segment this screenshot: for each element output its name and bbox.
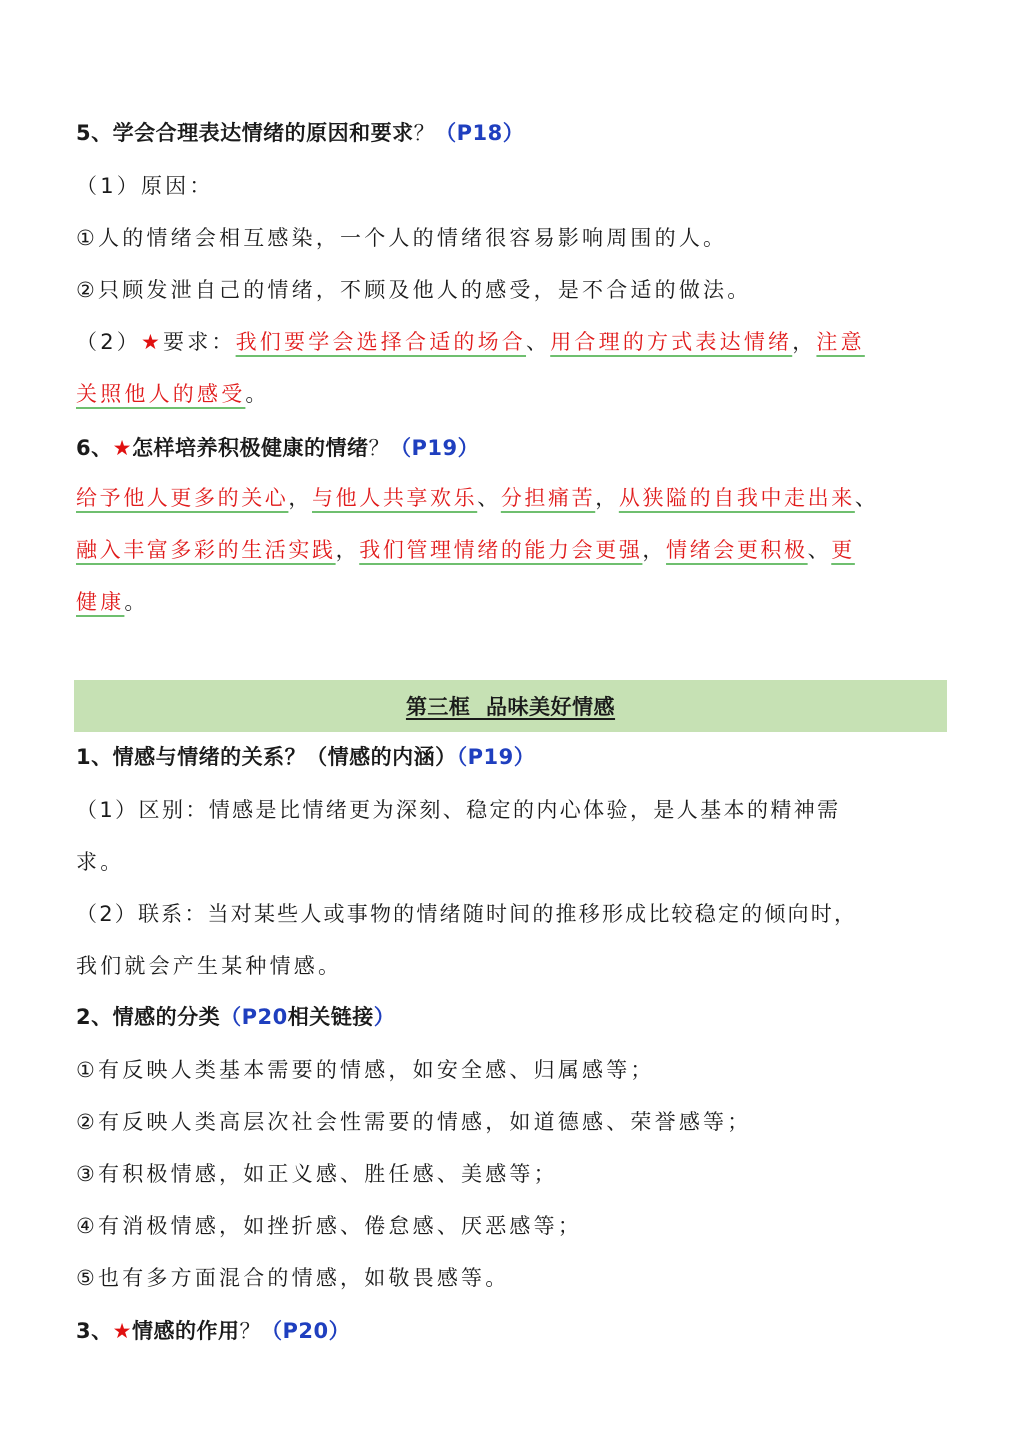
s2-page-ref-b: 相关链接 <box>287 1005 374 1029</box>
q6-answer-7: 情绪会更积极 <box>666 538 808 562</box>
q5-qmark: ？ <box>413 121 436 145</box>
s3-title: 情感的作用 <box>131 1319 240 1343</box>
q5-requirement-line-1 <box>76 327 949 357</box>
s2-item-5: ⑤也有多方面混合的情感，如敬畏感等。 <box>76 1266 510 1290</box>
q5-page-ref: （P18） <box>435 121 525 145</box>
q6-answer-1: 给予他人更多的关心 <box>76 486 289 510</box>
q5-heading <box>76 118 949 148</box>
s2-item-4: ④有消极情感，如挫折感、倦怠感、厌恶感等； <box>76 1214 583 1238</box>
q6-heading <box>76 433 949 463</box>
q6-sep-7: 、 <box>807 538 832 562</box>
q6-answer-6: 我们管理情绪的能力会更强 <box>359 538 643 562</box>
q5-req-answer-3b: 关照他人的感受 <box>76 382 246 406</box>
q5-reason-1: ①人的情绪会相互感染，一个人的情绪很容易影响周围的人。 <box>76 226 728 250</box>
q6-answer-line-3 <box>76 587 949 617</box>
q6-answer-3: 分担痛苦 <box>500 486 596 510</box>
q6-answer-8b: 健康 <box>76 590 125 614</box>
q5-req-answer-2: 用合理的方式表达情绪 <box>550 330 793 354</box>
q6-sep-6: ， <box>642 538 667 562</box>
s2-title: 2、情感的分类 <box>76 1005 221 1029</box>
q5-end: 。 <box>245 382 270 406</box>
section-title: 第三框 品味美好情感 <box>405 695 616 719</box>
s2-item-3: ③有积极情感，如正义感、胜任感、美感等； <box>76 1162 558 1186</box>
s2-heading <box>76 1002 949 1032</box>
s1-link-line-2: 我们就会产生某种情感。 <box>76 954 343 978</box>
q6-title: 怎样培养积极健康的情绪 <box>131 436 369 460</box>
q5-title: 5、学会合理表达情绪的原因和要求 <box>76 121 414 145</box>
star-icon: ★ <box>112 1319 132 1343</box>
q5-reason-label: （1）原因： <box>76 174 214 198</box>
q5-req-answer-3a: 注意 <box>816 330 865 354</box>
q6-answer-line-1 <box>76 483 949 513</box>
q6-sep-5: ， <box>335 538 360 562</box>
q5-req-answer-1: 我们要学会选择合适的场合 <box>235 330 527 354</box>
q5-req-label-num: （2） <box>76 330 141 354</box>
s1-difference-line-1: （1）区别：情感是比情绪更为深刻、稳定的内心体验，是人基本的精神需 <box>76 798 841 822</box>
s3-qmark: ？ <box>239 1319 261 1343</box>
q6-answer-5: 融入丰富多彩的生活实践 <box>76 538 336 562</box>
q6-qmark: ？ <box>368 436 390 460</box>
q6-answer-8a: 更 <box>831 538 855 562</box>
s1-title: 1、情感与情绪的关系？（情感的内涵） <box>76 745 457 769</box>
q6-sep-1: ， <box>288 486 313 510</box>
s2-item-2: ②有反映人类高层次社会性需要的情感，如道德感、荣誉感等； <box>76 1110 752 1134</box>
q6-sep-3: ， <box>595 486 619 510</box>
q6-sep-2: 、 <box>477 486 501 510</box>
section-banner <box>74 680 947 732</box>
q6-answer-4: 从狭隘的自我中走出来 <box>618 486 855 510</box>
star-icon: ★ <box>140 330 163 354</box>
q6-answer-2: 与他人共享欢乐 <box>312 486 478 510</box>
s2-page-ref-c: ） <box>373 1005 396 1029</box>
s3-page-ref: （P20） <box>260 1319 351 1343</box>
s2-page-ref-a: （P20 <box>220 1005 288 1029</box>
s1-page-ref: （P19） <box>456 745 536 769</box>
s3-heading <box>76 1316 949 1346</box>
s1-difference-line-2: 求。 <box>76 850 125 874</box>
s1-link-line-1: （2）联系：当对某些人或事物的情绪随时间的推移形成比较稳定的倾向时， <box>76 902 858 926</box>
q5-req-label: 要求： <box>163 330 236 354</box>
q5-reason-2: ②只顾发泄自己的情绪，不顾及他人的感受，是不合适的做法。 <box>76 278 752 302</box>
q6-sep-4: 、 <box>854 486 879 510</box>
star-icon: ★ <box>112 436 132 460</box>
q6-num: 6、 <box>76 436 113 460</box>
q6-page-ref: （P19） <box>389 436 480 460</box>
s1-heading <box>76 742 949 772</box>
q5-sep-1: 、 <box>526 330 551 354</box>
s2-item-1: ①有反映人类基本需要的情感，如安全感、归属感等； <box>76 1058 655 1082</box>
q6-end: 。 <box>124 590 149 614</box>
q6-answer-line-2 <box>76 535 949 565</box>
q5-requirement-line-2 <box>76 379 949 409</box>
q5-sep-2: ， <box>792 330 817 354</box>
s3-num: 3、 <box>76 1319 113 1343</box>
